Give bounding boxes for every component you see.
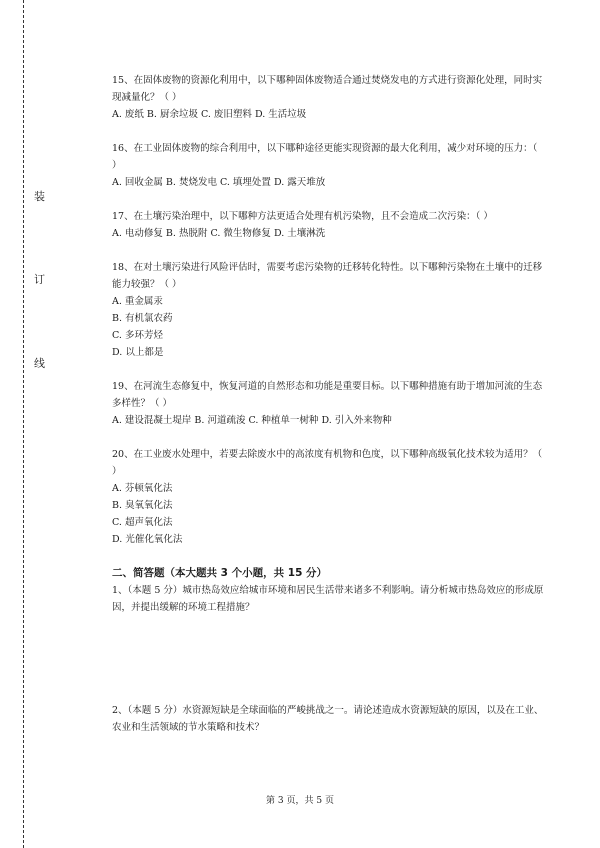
section-title: 二、简答题（本大题共 3 个小题，共 15 分） xyxy=(112,567,328,579)
question-options: A. 电动修复 B. 热脱附 C. 微生物修复 D. 土壤淋洗 xyxy=(112,228,326,239)
option-d: D. 光催化氧化法 xyxy=(112,534,183,545)
question-stem: 16、在工业固体废物的综合利用中，以下哪种途径更能实现资源的最大化利用，减少对环境的压力：（ ） xyxy=(112,143,538,171)
option-d: D. 以上都是 xyxy=(112,347,164,358)
binding-char-xian: 线 xyxy=(34,357,45,370)
short-answer-1: 1、（本题 5 分）城市热岛效应给城市环境和居民生活带来诸多不利影响。请分析城市热岛效应的形成原因，并提出缓解的环境工程措施？ xyxy=(112,585,544,613)
option-b: B. 有机氯农药 xyxy=(112,313,173,324)
binding-char-ding: 订 xyxy=(34,273,45,286)
binding-line xyxy=(23,0,24,848)
page-footer: 第 3 页，共 5 页 xyxy=(266,796,334,806)
question-options: A. 废纸 B. 厨余垃圾 C. 废旧塑料 D. 生活垃圾 xyxy=(112,109,307,120)
question-17 xyxy=(112,208,544,242)
question-stem: 18、在对土壤污染进行风险评估时，需要考虑污染物的迁移转化特性。以下哪种污染物在土壤中的迁移能力较强？（ ） xyxy=(112,262,543,290)
option-a: A. 重金属汞 xyxy=(112,296,163,307)
question-stem: 20、在工业废水处理中，若要去除废水中的高浓度有机物和色度，以下哪种高级氧化技术较为适用？（ ） xyxy=(112,449,543,477)
question-options: A. 建设混凝土堤岸 B. 河道疏浚 C. 种植单一树种 D. 引入外来物种 xyxy=(112,415,392,426)
exam-content xyxy=(112,72,544,736)
option-b: B. 臭氧氧化法 xyxy=(112,500,173,511)
question-stem: 15、在固体废物的资源化利用中，以下哪种固体废物适合通过焚烧发电的方式进行资源化处理，同时实现减量化？（ ） xyxy=(112,75,543,103)
short-answer-2: 2、（本题 5 分）水资源短缺是全球面临的严峻挑战之一。请论述造成水资源短缺的原因，以及在工业、农业和生活领域的节水策略和技术？ xyxy=(112,705,544,733)
question-19 xyxy=(112,378,544,429)
option-c: C. 多环芳烃 xyxy=(112,330,163,341)
question-16 xyxy=(112,140,544,191)
option-c: C. 超声氧化法 xyxy=(112,517,173,528)
question-options: A. 回收金属 B. 焚烧发电 C. 填埋处置 D. 露天堆放 xyxy=(112,177,326,188)
question-stem: 19、在河流生态修复中，恢复河道的自然形态和功能是重要目标。以下哪种措施有助于增加河流的生态多样性？（ ） xyxy=(112,381,543,409)
question-stem: 17、在土壤污染治理中，以下哪种方法更适合处理有机污染物，且不会造成二次污染：（ ） xyxy=(112,211,493,222)
option-a: A. 芬顿氧化法 xyxy=(112,483,173,494)
question-18 xyxy=(112,259,544,361)
question-15 xyxy=(112,72,544,123)
question-20 xyxy=(112,446,544,548)
binding-char-zhuang: 装 xyxy=(34,190,45,203)
